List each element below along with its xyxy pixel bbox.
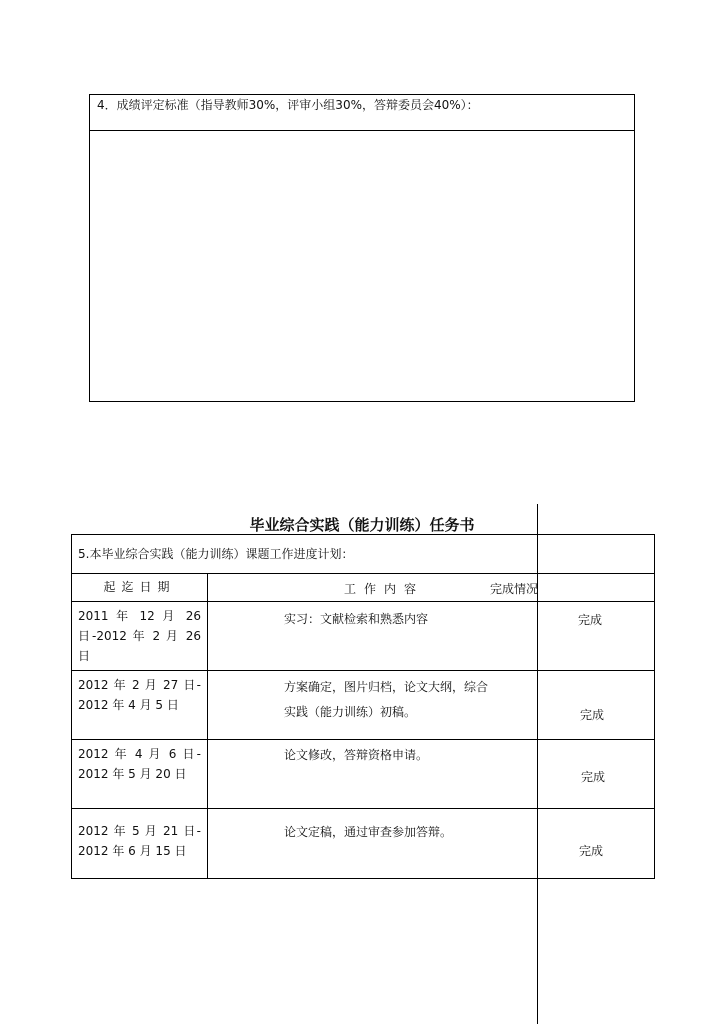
row-date: 2012 年 2 月 27 日- 2012 年 4 月 5 日	[78, 678, 201, 712]
row-status: 完成	[578, 613, 603, 627]
progress-plan-table	[71, 534, 655, 879]
table-row	[72, 809, 655, 879]
row-status: 完成	[580, 708, 605, 722]
table-row	[72, 740, 655, 809]
row-date: 2012 年 4 月 6 日- 2012 年 5 月 20 日	[78, 747, 201, 781]
row-work: 实习：文献检索和熟悉内容	[284, 612, 429, 626]
col-header-work: 工作内容	[344, 582, 425, 596]
row-date: 2011 年 12 月 26 日-2012 年 2 月 26 日	[78, 609, 201, 663]
row-work: 论文定稿，通过审查参加答辩。	[284, 825, 453, 839]
grading-criteria-header: 4．成绩评定标准（指导教师30%，评审小组30%，答辩委员会40%）：	[90, 95, 634, 131]
plan-intro: 5.本毕业综合实践（能力训练）课题工作进度计划：	[78, 547, 354, 561]
row-date: 2012 年 5 月 21 日- 2012 年 6 月 15 日	[78, 824, 201, 858]
row-work: 方案确定，图片归档，论文大纲，综合 实践（能力训练）初稿。	[284, 680, 489, 719]
table-intro-row	[72, 535, 655, 574]
row-status: 完成	[579, 844, 604, 858]
row-work: 论文修改，答辩资格申请。	[284, 748, 429, 762]
col-header-status: 完成情况	[490, 582, 539, 596]
grading-criteria-box	[89, 94, 635, 402]
table-header-row	[72, 574, 655, 602]
row-status: 完成	[581, 770, 606, 784]
task-book-title: 毕业综合实践（能力训练）任务书	[249, 516, 475, 534]
table-row	[72, 602, 655, 671]
col-header-date: 起迄日期	[103, 580, 176, 594]
table-row	[72, 671, 655, 740]
